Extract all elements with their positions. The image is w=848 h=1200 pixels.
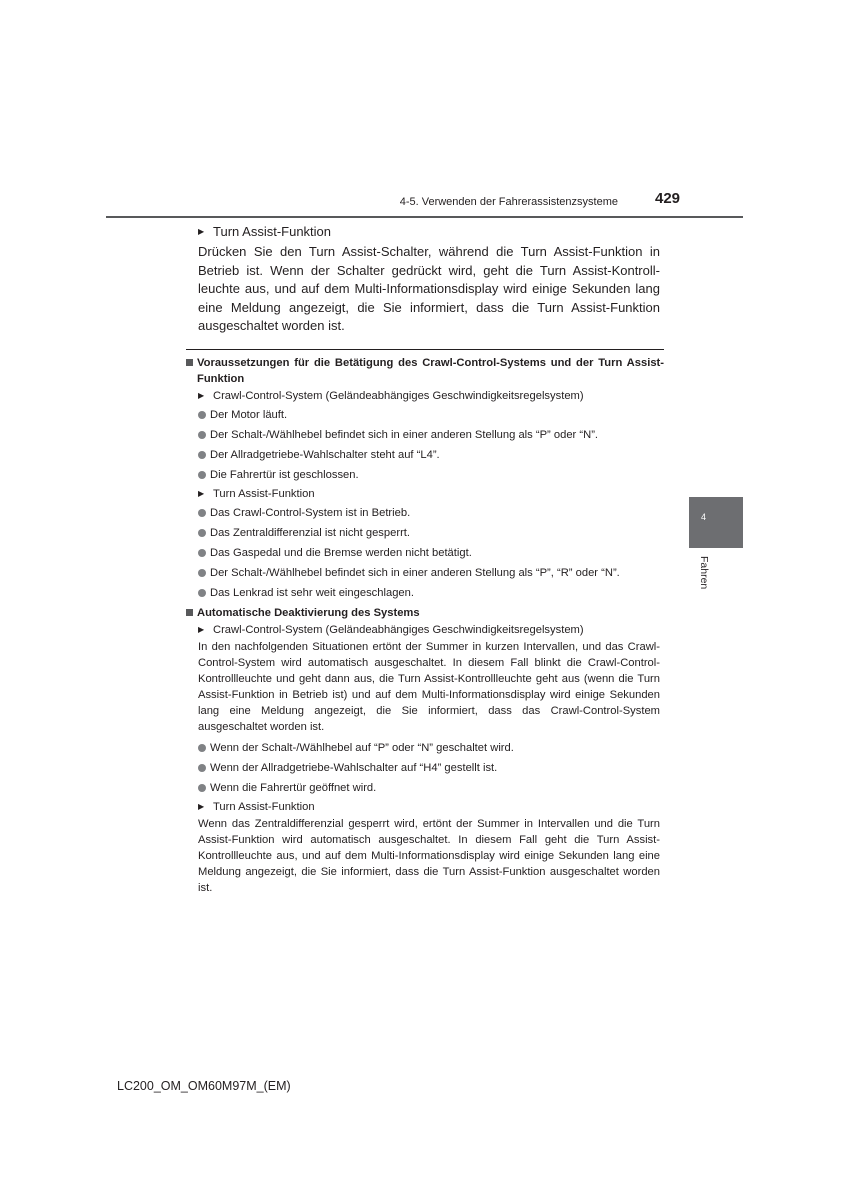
list-item-text: Das Lenkrad ist sehr weit eingeschlagen. [210, 586, 414, 599]
list-item [198, 445, 664, 465]
section1-heading-text: Voraussetzungen für die Betätigung des Crawl-Control-Systems und der Turn Assist-Funktion [197, 356, 664, 385]
intro-heading [198, 224, 664, 239]
header-section-title: 4-5. Verwenden der Fahrerassistenzsysteme [399, 196, 618, 208]
list-item [198, 778, 664, 798]
intro-body: Drücken Sie den Turn Assist-Schalter, während die Turn Assist-Funktion in Betrieb ist. Wenn der Schalter gedrückt wird, geht die Turn Assist-Kontrollleuchte aus, und auf dem Multi-Informationsdisplay wird einige Sekunden lang eine Meldung angezeigt, die Sie informiert, dass die Turn Assist-Funktion ausgeschaltet worden ist. [198, 244, 660, 333]
bullet-circle-icon [198, 529, 206, 537]
section2-heading-text: Automatische Deaktivierung des Systems [197, 606, 420, 619]
page-header [0, 0, 848, 220]
list-item-text: Wenn der Allradgetriebe-Wahlschalter auf “H4” gestellt ist. [210, 761, 498, 774]
header-rule [106, 216, 743, 218]
section2-crawl-heading-text: Crawl-Control-System (Geländeabhängiges Geschwindigkeitsregelsystem) [213, 623, 584, 636]
triangle-right-icon: ▶ [198, 802, 205, 811]
list-item-text: Wenn der Schalt-/Wählhebel auf “P” oder “N” geschaltet wird. [210, 741, 514, 754]
list-item-text: Der Schalt-/Wählhebel befindet sich in einer anderen Stellung als “P”, “R” oder “N”. [210, 566, 620, 579]
list-item [198, 425, 664, 445]
list-item-text: Das Zentraldifferenzial ist nicht gesperrt. [210, 526, 411, 539]
triangle-right-icon: ▶ [198, 625, 205, 634]
section1-turn-heading-text: Turn Assist-Funktion [213, 487, 315, 500]
list-item-text: Die Fahrertür ist geschlossen. [210, 468, 359, 481]
chapter-number: 4 [701, 512, 707, 522]
list-item [198, 563, 664, 583]
bullet-circle-icon [198, 744, 206, 752]
section1-crawl-heading-text: Crawl-Control-System (Geländeabhängiges Geschwindigkeitsregelsystem) [213, 389, 584, 402]
list-item [198, 503, 664, 523]
page-number: 429 [655, 190, 681, 207]
bullet-circle-icon [198, 451, 206, 459]
chapter-tab [689, 497, 743, 548]
list-item-text: Der Allradgetriebe-Wahlschalter steht auf “L4”. [210, 448, 440, 461]
bullet-circle-icon [198, 509, 206, 517]
list-item-text: Wenn die Fahrertür geöffnet wird. [210, 781, 377, 794]
bullet-circle-icon [198, 549, 206, 557]
bullet-circle-icon [198, 411, 206, 419]
section-divider [186, 349, 664, 350]
list-item-text: Der Schalt-/Wählhebel befindet sich in einer anderen Stellung als “P” oder “N”. [210, 428, 599, 441]
list-item-text: Der Motor läuft. [210, 408, 288, 421]
page-content [186, 224, 664, 899]
list-item [198, 543, 664, 563]
section2-heading [186, 605, 664, 621]
bullet-circle-icon [198, 764, 206, 772]
bullet-circle-icon [198, 569, 206, 577]
triangle-right-icon: ▶ [198, 489, 205, 498]
section2-crawl-heading [198, 624, 664, 636]
list-item [198, 583, 664, 603]
intro-heading-text: Turn Assist-Funktion [213, 224, 332, 239]
section1-turn-heading [198, 488, 664, 500]
section1-heading [186, 355, 664, 387]
list-item-text: Das Gaspedal und die Bremse werden nicht betätigt. [210, 546, 472, 559]
footer-code: LC200_OM_OM60M97M_(EM) [117, 1079, 291, 1093]
section2-crawl-paragraph: In den nachfolgenden Situationen ertönt der Summer in kurzen Intervallen, und das Crawl-Control-System wird automatisch ausgeschaltet. In diesem Fall blinkt die Crawl-Control-Kontrollleuchte und geht dann aus, die Turn Assist-Kontrollleuchte geht aus (wenn die Turn Assist-Funktion in Betrieb ist) und auf dem Multi-Informationsdisplay wird einige Sekunden lang eine Meldung angezeigt, die Sie informiert, dass das Crawl-Control-System ausgeschaltet worden ist. [198, 640, 660, 733]
triangle-right-icon: ▶ [198, 391, 205, 400]
section1-crawl-heading [198, 390, 664, 402]
bullet-circle-icon [198, 784, 206, 792]
list-item [198, 465, 664, 485]
bullet-circle-icon [198, 471, 206, 479]
list-item-text: Das Crawl-Control-System ist in Betrieb. [210, 506, 411, 519]
list-item [198, 738, 664, 758]
list-item [198, 405, 664, 425]
bullet-circle-icon [198, 431, 206, 439]
section2-turn-paragraph: Wenn das Zentraldifferenzial gesperrt wird, ertönt der Summer in Intervallen und die Turn Assist-Funktion wird automatisch ausgeschaltet. In diesem Fall geht die Turn Assist-Kontrollleuchte aus, und auf dem Multi-Informationsdisplay wird einige Sekunden lang eine Meldung angezeigt, die Sie informiert, dass die Turn Assist-Funktion ausgeschaltet worden ist. [198, 817, 660, 894]
section-square-icon [186, 609, 193, 616]
section2-turn-heading-text: Turn Assist-Funktion [213, 800, 315, 813]
triangle-right-icon: ▶ [198, 227, 205, 236]
section2-turn-heading [198, 801, 664, 813]
section-square-icon [186, 359, 193, 366]
list-item [198, 523, 664, 543]
list-item [198, 758, 664, 778]
bullet-circle-icon [198, 589, 206, 597]
chapter-label: Fahren [698, 556, 710, 590]
